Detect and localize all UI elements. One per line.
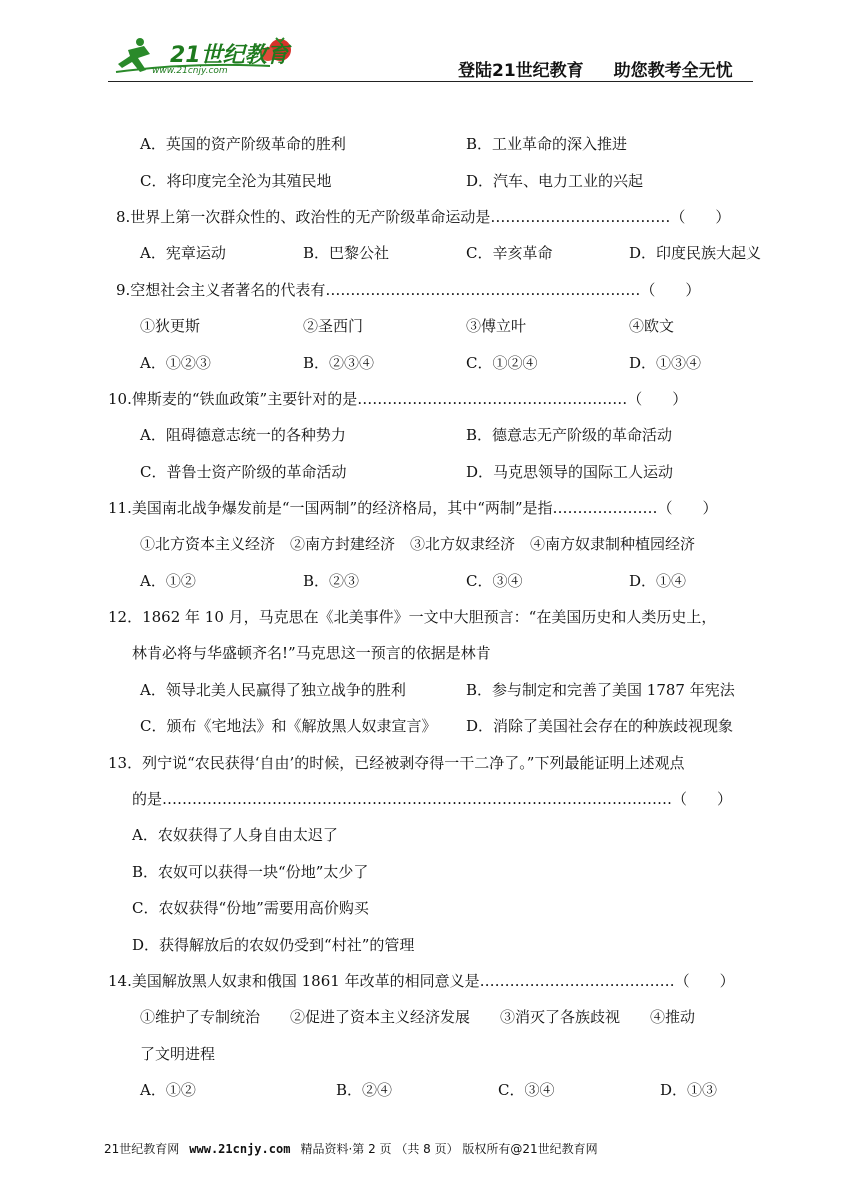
text-line-q9o4: ④欧文 <box>629 317 675 335</box>
footer-info: 精品资料·第 2 页 （共 8 页） 版权所有@21世纪教育网 <box>300 1142 598 1156</box>
text-line-q11c: C．③④ <box>466 572 523 590</box>
text-line-q14o2: 了文明进程 <box>140 1045 216 1063</box>
text-line-q9c: C．①②④ <box>466 354 538 372</box>
text-line-q9o1: ①狄更斯 <box>140 317 201 335</box>
site-logo[interactable] <box>110 32 310 82</box>
text-line-q13a: A．农奴获得了人身自由太迟了 <box>132 826 338 844</box>
text-line-q9b: B．②③④ <box>303 354 375 372</box>
header-slogan <box>458 56 733 81</box>
text-line-q8b: B．巴黎公社 <box>303 244 390 262</box>
text-line-q13l1: 13．列宁说“农民获得‘自由’的时候，已经被剥夺得一干二净了。”下列最能证明上述观点 <box>108 754 685 772</box>
text-line-q12l1: 12．1862 年 10 月，马克思在《北美事件》一文中大胆预言：“在美国历史和人类历史上， <box>108 608 717 626</box>
text-line-q9d: D．①③④ <box>629 354 702 372</box>
text-line-q14b: B．②④ <box>336 1081 393 1099</box>
footer-url[interactable]: www.21cnjy.com <box>189 1142 291 1156</box>
text-line-q11b: B．②③ <box>303 572 360 590</box>
page-footer <box>104 1140 598 1157</box>
text-line-q14o1: ①维护了专制统治 ②促进了资本主义经济发展 ③消灭了各族歧视 ④推动 <box>140 1008 696 1026</box>
text-line-q13d: D．获得解放后的农奴仍受到“村社”的管理 <box>132 936 415 954</box>
slogan-right: 助您教考全无忧 <box>613 61 733 81</box>
text-line-q9: 9.空想社会主义者著名的代表有………………………………………………………（ ） <box>116 281 701 299</box>
text-line-q10a: A．阻碍德意志统一的各种势力 <box>140 426 346 444</box>
slogan-left: 登陆21世纪教育 <box>458 61 584 81</box>
text-line-q10: 10.俾斯麦的“铁血政策”主要针对的是………………………………………………（ ） <box>108 390 688 408</box>
text-line-q14a: A．①② <box>140 1081 196 1099</box>
text-line-q11d: D．①④ <box>629 572 687 590</box>
text-line-q9o3: ③傅立叶 <box>466 317 527 335</box>
text-line-q7a: A．英国的资产阶级革命的胜利 <box>140 135 346 153</box>
text-line-q11a: A．①② <box>140 572 196 590</box>
logo-url: www.21cnjy.com <box>152 66 228 76</box>
text-line-q10d: D．马克思领导的国际工人运动 <box>466 463 674 481</box>
text-line-q7b: B．工业革命的深入推进 <box>466 135 628 153</box>
text-line-q11o: ①北方资本主义经济 ②南方封建经济 ③北方奴隶经济 ④南方奴隶制种植园经济 <box>140 535 696 553</box>
text-line-q8a: A．宪章运动 <box>140 244 226 262</box>
text-line-q12a: A．领导北美人民赢得了独立战争的胜利 <box>140 681 406 699</box>
logo-text: 21世纪教育 <box>170 43 289 68</box>
text-line-q9a: A．①②③ <box>140 354 211 372</box>
text-line-q14: 14.美国解放黑人奴隶和俄国 1861 年改革的相同意义是…………………………………（ ） <box>108 972 735 990</box>
text-line-q7d: D．汽车、电力工业的兴起 <box>466 172 644 190</box>
text-line-q8c: C．辛亥革命 <box>466 244 553 262</box>
text-line-q12b: B．参与制定和完善了美国 1787 年宪法 <box>466 681 735 699</box>
text-line-q14c: C．③④ <box>498 1081 555 1099</box>
text-line-q7c: C．将印度完全沦为其殖民地 <box>140 172 332 190</box>
text-line-q8: 8.世界上第一次群众性的、政治性的无产阶级革命运动是………………………………（ ） <box>116 208 731 226</box>
text-line-q10b: B．德意志无产阶级的革命活动 <box>466 426 673 444</box>
text-line-q13c: C．农奴获得“份地”需要用高价购买 <box>132 899 369 917</box>
text-line-q10c: C．普鲁士资产阶级的革命活动 <box>140 463 347 481</box>
text-line-q12c: C．颁布《宅地法》和《解放黑人奴隶宣言》 <box>140 717 437 735</box>
header-rule <box>108 81 753 82</box>
text-line-q13b: B．农奴可以获得一块“份地”太少了 <box>132 863 369 881</box>
text-line-q9o2: ②圣西门 <box>303 317 364 335</box>
text-line-q8d: D．印度民族大起义 <box>629 244 762 262</box>
text-line-q12d: D．消除了美国社会存在的种族歧视现象 <box>466 717 734 735</box>
text-line-q13l2: 的是…………………………………………………………………………………………（ ） <box>132 790 733 808</box>
footer-site: 21世纪教育网 <box>104 1142 180 1156</box>
text-line-q14d: D．①③ <box>660 1081 718 1099</box>
text-line-q11: 11.美国南北战争爆发前是“一国两制”的经济格局，其中“两制”是指…………………（ ） <box>108 499 718 517</box>
text-line-q12l2: 林肯必将与华盛顿齐名!”马克思这一预言的依据是林肯 <box>132 644 491 662</box>
